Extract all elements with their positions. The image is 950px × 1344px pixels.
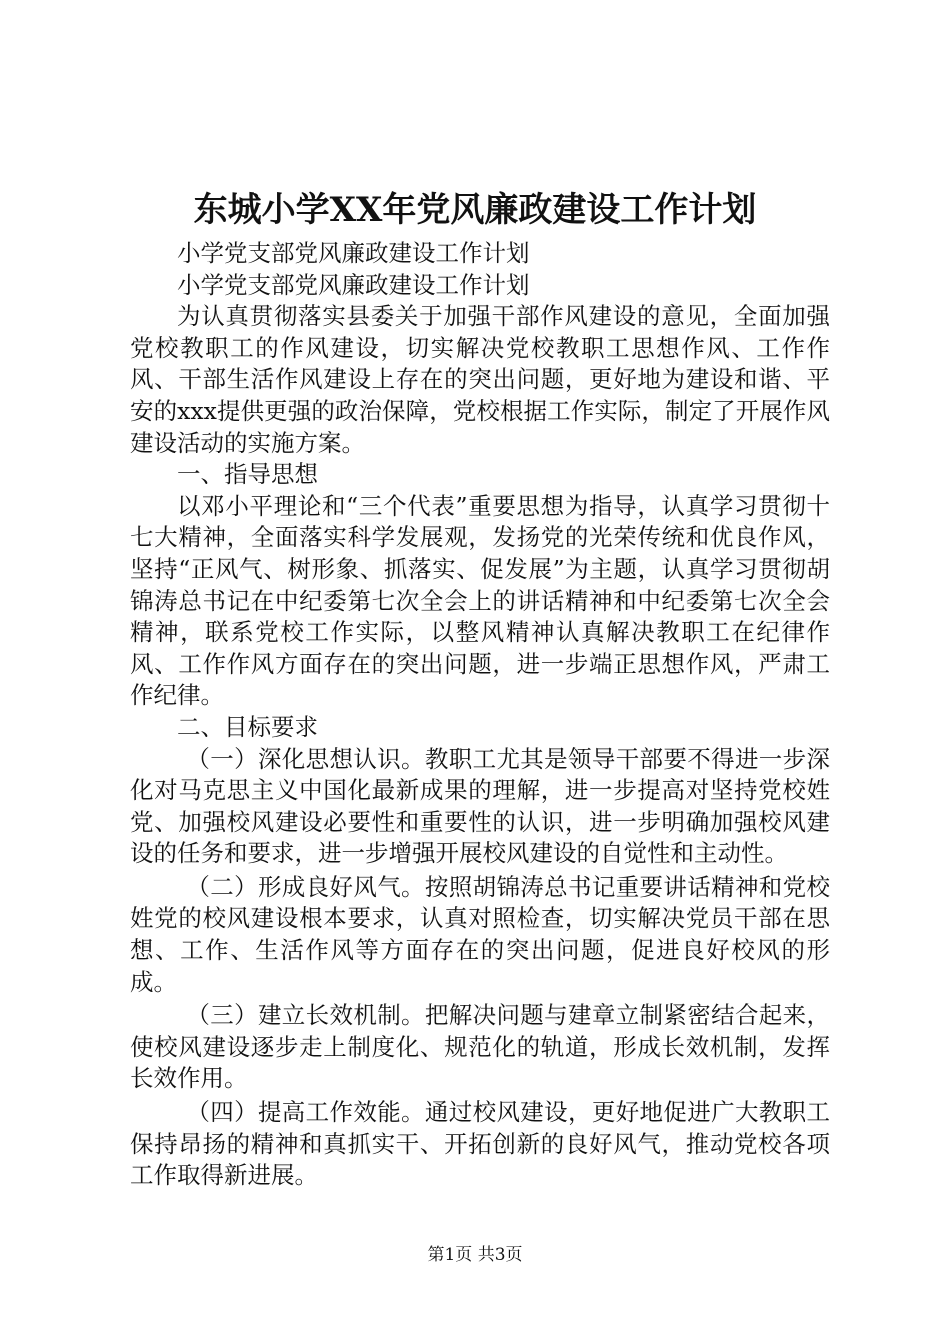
subtitle-line: 小学党支部党风廉政建设工作计划 (177, 239, 530, 267)
goal-item-3: （三）建立长效机制。把解决问题与建章立制紧密结合起来，使校风建设逐步走上制度化、规范化的轨道，形成长效机制，发挥长效作用。 (130, 1001, 830, 1093)
goal-item-1: （一）深化思想认识。教职工尤其是领导干部要不得进一步深化对马克思主义中国化最新成果的理解，进一步提高对坚持党校姓党、加强校风建设必要性和重要性的认识，进一步明确加强校风建设的任务和要求，进一步增强开展校风建设的自觉性和主动性。 (130, 744, 830, 868)
goal-item-4: （四）提高工作效能。通过校风建设，更好地促进广大教职工保持昂扬的精神和真抓实干、开拓创新的良好风气，推动党校各项工作取得新进展。 (130, 1098, 830, 1190)
goal-item-2: （二）形成良好风气。按照胡锦涛总书记重要讲话精神和党校姓党的校风建设根本要求，认真对照检查，切实解决党员干部在思想、工作、生活作风等方面存在的突出问题，促进良好校风的形成。 (130, 872, 830, 996)
section-heading-goals: 二、目标要求 (177, 712, 318, 741)
page-number-footer: 第1页 共3页 (427, 1245, 523, 1265)
intro-paragraph: 为认真贯彻落实县委关于加强干部作风建设的意见，全面加强党校教职工的作风建设，切实解决党校教职工思想作风、工作作风、干部生活作风建设上存在的突出问题，更好地为建设和谐、平安的xxx提供更强的政治保障，党校根据工作实际，制定了开展作风建设活动的实施方案。 (130, 302, 830, 457)
subtitle-line: 小学党支部党风廉政建设工作计划 (177, 270, 530, 299)
section-heading-guiding-thought: 一、指导思想 (177, 460, 318, 489)
guiding-thought-paragraph: 以邓小平理论和“三个代表”重要思想为指导，认真学习贯彻十七大精神，全面落实科学发展观，发扬党的光荣传统和优良作风，坚持“正风气、树形象、抓落实、促发展”为主题，认真学习贯彻胡锦涛总书记在中纪委第七次全会上的讲话精神和中纪委第七次全会精神，联系党校工作实际，以整风精神认真解决教职工在纪律作风、工作作风方面存在的突出问题，进一步端正思想作风，严肃工作纪律。 (130, 491, 830, 710)
document-title: 东城小学XX年党风廉政建设工作计划 (193, 190, 757, 230)
document-body (130, 238, 830, 1192)
